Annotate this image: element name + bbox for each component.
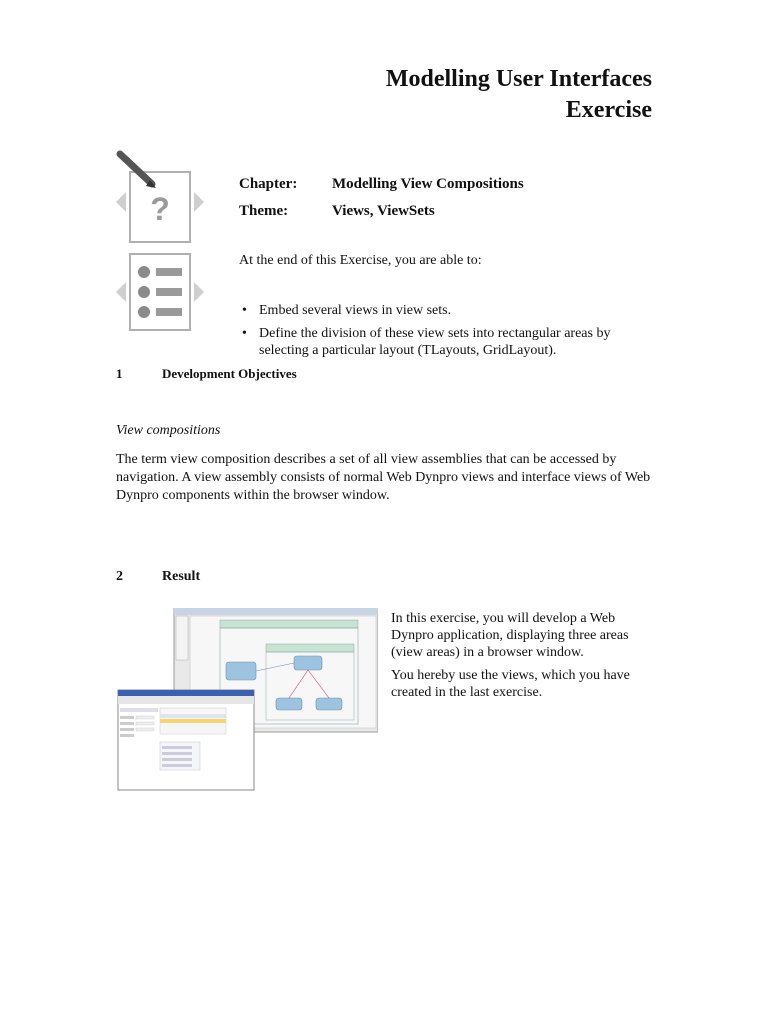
section-1-heading <box>116 366 297 382</box>
result-screenshot-illustration <box>116 608 378 792</box>
chapter-label: Chapter: <box>239 176 298 192</box>
objectives-intro: At the end of this Exercise, you are able to: <box>239 253 482 268</box>
view-compositions-subheading: View compositions <box>116 423 221 438</box>
title-line-1: Modelling User Interfaces <box>385 66 652 92</box>
chapter-row <box>239 176 524 193</box>
result-paragraph-2: You hereby use the views, which you have created in the last exercise. <box>391 668 630 700</box>
theme-label: Theme: <box>239 203 289 219</box>
svg-text:?: ? <box>150 191 170 227</box>
exercise-icon <box>116 150 204 245</box>
section-1-number: 1 <box>116 366 123 381</box>
theme-value: Views, ViewSets <box>332 203 435 219</box>
section-1-title: Development Objectives <box>162 366 297 381</box>
result-description <box>391 610 661 707</box>
chapter-value: Modelling View Compositions <box>332 176 524 192</box>
section-2-number: 2 <box>116 569 123 584</box>
document-title <box>386 64 652 126</box>
section-2-title: Result <box>162 569 201 584</box>
objectives-list <box>239 302 659 365</box>
objectives-list-icon <box>116 250 204 335</box>
title-line-2: Exercise <box>565 97 652 123</box>
view-compositions-paragraph: The term view composition describes a set of all view assemblies that can be accessed by navigation. A view assembly consists of normal Web Dynpro views and interface views of Web Dynpro components within the browser window. <box>116 452 651 503</box>
section-2-heading <box>116 569 200 585</box>
objective-item: • Embed several views in view sets. <box>239 302 659 319</box>
result-paragraph-1: In this exercise, you will develop a Web Dynpro application, displaying three areas (view areas) in a browser window. <box>391 611 629 660</box>
objective-item: • Define the division of these view sets into rectangular areas by selecting a particular layout (TLayouts, GridLayout). <box>239 325 659 359</box>
theme-row <box>239 203 435 220</box>
